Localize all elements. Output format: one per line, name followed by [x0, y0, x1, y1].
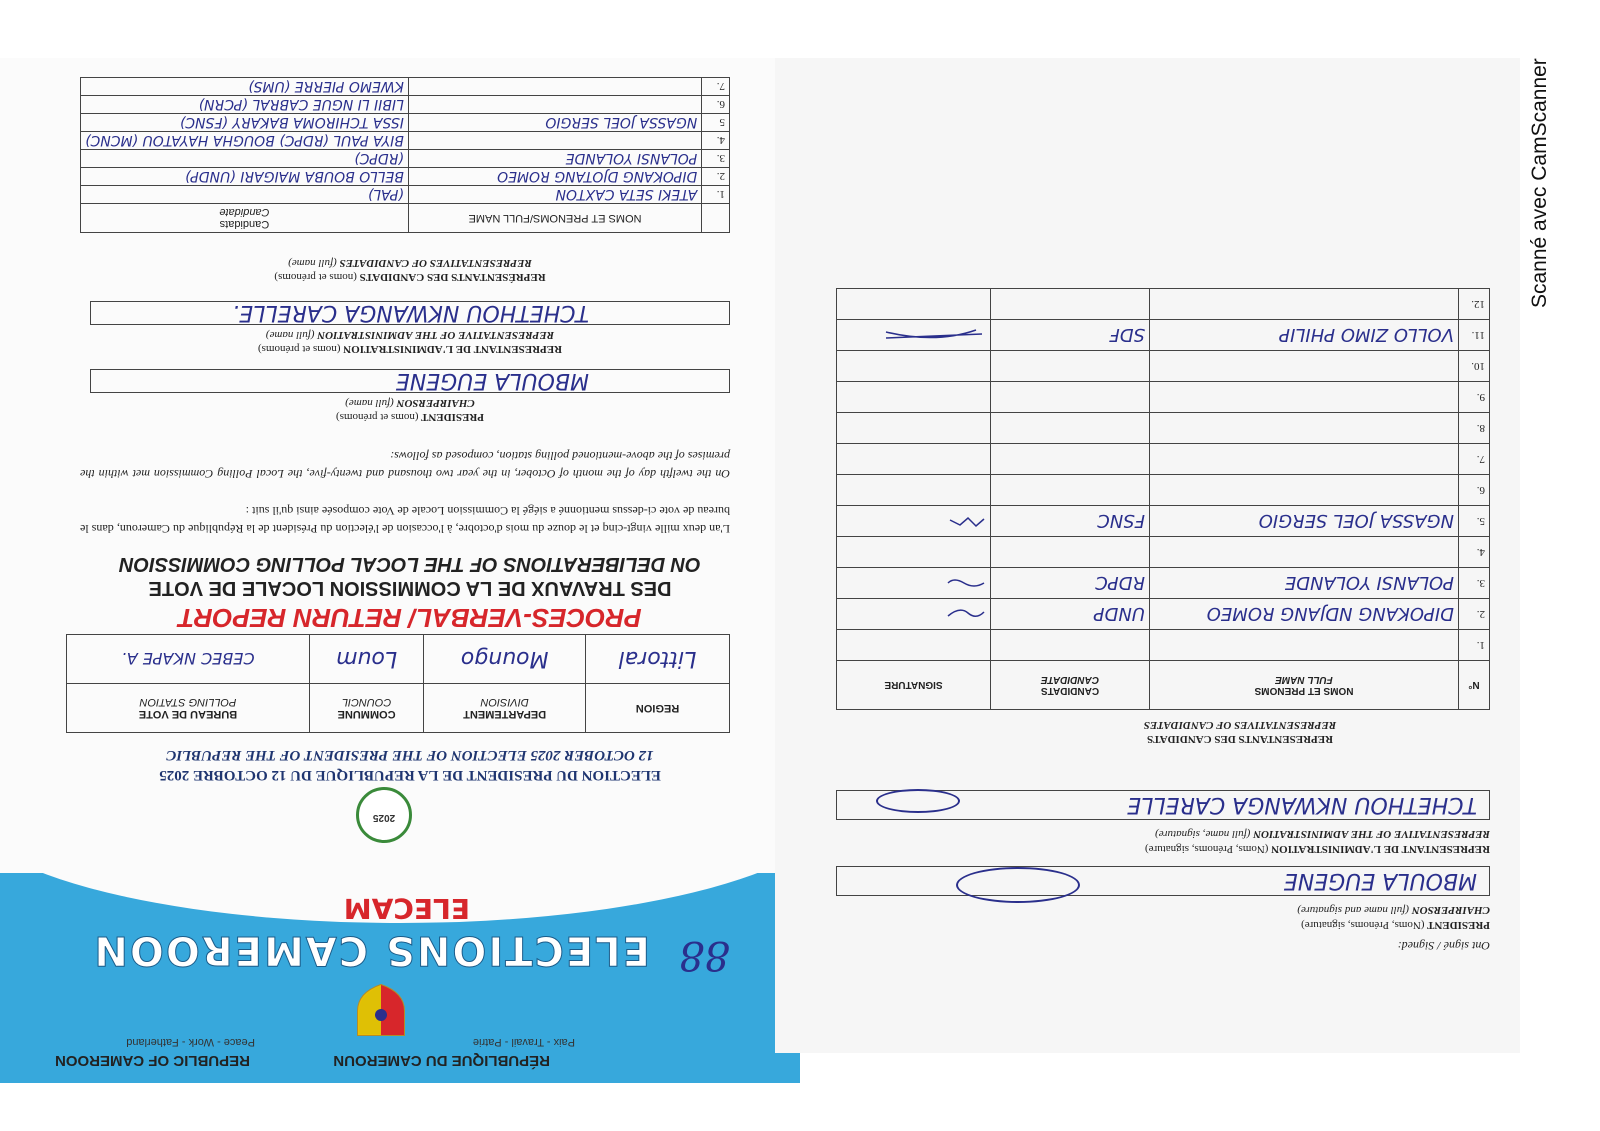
right-page-signatures: [775, 58, 1520, 1053]
table-row: 3. POLANSI YOLANDE (RDPC): [81, 150, 730, 168]
location-value-row: [67, 635, 730, 684]
left-page-report: [0, 58, 800, 1083]
report-subtitle-en: ON DELIBERATIONS OF THE LOCAL POLLING COMMISSION: [119, 553, 701, 575]
value-department: Moungo: [424, 635, 586, 684]
motto-en: Peace - Work - Fatherland: [126, 1036, 255, 1048]
admin-rep-label-en: REPRESENTATIVE OF THE ADMINISTRATION (full name, signature): [1155, 828, 1490, 840]
table-row: 6.: [837, 475, 1490, 506]
candidates-reps-label: REPRÉSENTANTS DES CANDIDATS (noms et prénoms): [274, 271, 546, 283]
value-region: Littoral: [586, 635, 730, 684]
table-row: 4. BIYA PAUL (RDPC) BOUGHA HAYATOU (MCNC): [81, 132, 730, 150]
table-row: 6. LIBII LI NGUE CABRAL (PCRN): [81, 96, 730, 114]
candidates-signature-table: [836, 288, 1490, 710]
chairperson-label: CHAIRPERSON (full name): [345, 397, 475, 409]
motto-fr: Paix - Travail - Patrie: [472, 1036, 575, 1048]
chairperson-label: CHAIRPERSON (full name and signature): [1297, 904, 1490, 916]
table-row: 4.: [837, 537, 1490, 568]
table-row: 1.: [837, 630, 1490, 661]
intro-paragraph-en: On the twelfth day of the month of October, in the year two thousand and twenty-five, the Local Polling Commission met within the premises of the above-mentioned polling station, composed as follows:: [80, 449, 730, 481]
president-signature-icon: [956, 867, 1080, 903]
admin-rep-name-field: TCHETHOU NKWANGA CARELLE.: [90, 301, 730, 325]
table-row: 8.: [837, 413, 1490, 444]
candidates-reps-label-en: REPRESENTATIVES OF CANDIDATES (full name): [288, 257, 532, 269]
candidates-heading-fr: REPRESENTANTS DES CANDIDATS: [1146, 733, 1334, 745]
election-title-fr: ELECTION DU PRESIDENT DE LA REPUBLIQUE DU 12 OCTOBRE 2025: [159, 767, 661, 783]
signature-mark-icon: [837, 320, 991, 351]
value-council: Loum: [309, 635, 423, 684]
report-subtitle-fr: DES TRAVAUX DE LA COMMISSION LOCALE DE VOTE: [148, 577, 672, 599]
signature-mark-icon: [837, 599, 991, 630]
admin-rep-label: REPRESENTANT DE L'ADMINISTRATION (Noms, Prénoms, signature): [1144, 843, 1490, 855]
signed-label: Ont signé / Signed:: [1397, 939, 1490, 953]
location-table: [66, 634, 730, 733]
signature-mark-icon: [837, 568, 991, 599]
table-row: 7.: [837, 444, 1490, 475]
report-title: PROCES-VERBAL/ RETURN REPORT: [178, 603, 642, 633]
org-name: ELECTIONS CAMEROON: [92, 927, 650, 973]
col-candidate: CANDIDATS CANDIDATE: [991, 661, 1150, 710]
republic-name-fr: RÉPUBLIQUE DU CAMEROUN: [333, 1052, 550, 1069]
col-full-name: NOMS ET PRENOMS/FULL NAME: [408, 204, 701, 233]
candidates-heading-en: REPRESENTATIVES OF CANDIDATES: [1143, 719, 1337, 731]
handwritten-serial-number: 88: [679, 932, 730, 978]
republic-name-en: REPUBLIC OF CAMEROON: [55, 1052, 250, 1069]
table-row: 2. DIPOKANG NDJANG ROMEO UNDP: [837, 599, 1490, 630]
president-name-field: MBOULA EUGENE: [90, 369, 730, 393]
president-label: PRESIDENT (noms et prénoms): [336, 411, 484, 423]
logo-year: 2025: [372, 812, 396, 823]
table-row: 10.: [837, 351, 1490, 382]
intro-paragraph-fr: L'an deux mille vingt-cinq et le douze du mois d'octobre, à l'occasion de l'élection du Président de la République du Cameroun, dans le bureau de vote ci-dessus mentionné a siégé la Commission Locale de Vote composée ainsi qu'il suit :: [80, 504, 730, 536]
label-department: DEPARTEMENT DIVISION: [424, 684, 586, 733]
table-row: 12.: [837, 289, 1490, 320]
admin-signature-icon: [876, 789, 960, 813]
org-acronym: ELECAM: [343, 892, 470, 925]
label-council: COMMUNE COUNCIL: [309, 684, 423, 733]
table-row: 7. KWEMO PIERRE (UMS): [81, 78, 730, 96]
admin-rep-name-signature-field: TCHETHOU NKWANGA CARELLE: [836, 790, 1490, 820]
table-header-row: [81, 204, 730, 233]
location-label-row: [67, 684, 730, 733]
value-polling-station: CEBEC NKAPE A.: [67, 635, 310, 684]
president-name-signature-field: MBOULA EUGENE: [836, 866, 1490, 896]
label-polling-station: BUREAU DE VOTE POLLING STATION: [67, 684, 310, 733]
admin-rep-label-en: REPRESENTATIVE OF THE ADMINISTRATION (full name): [265, 329, 555, 341]
table-header-row: [837, 661, 1490, 710]
coat-of-arms-icon: [350, 983, 412, 1045]
table-row: 5 NGASSA JOEL SERGIO ISSA TCHIROMA BAKARY (FSNC): [81, 114, 730, 132]
camscanner-watermark: [1528, 28, 1560, 308]
president-label: PRESIDENT (Noms, Prénoms, signature): [1301, 919, 1490, 931]
label-region: REGION: [586, 684, 730, 733]
table-row: 5. NGASSA JOEL SERGIO FSNC: [837, 506, 1490, 537]
admin-rep-label: REPRESENTANT DE L'ADMINISTRATION (noms et prénoms): [257, 343, 563, 355]
table-row: 11. VOLLO ZIMO PHILIP SDF: [837, 320, 1490, 351]
table-row: 9.: [837, 382, 1490, 413]
election-title-en: 12 OCTOBER 2025 ELECTION OF THE PRESIDENT OF THE REPUBLIC: [166, 747, 654, 763]
col-number: N°: [1459, 661, 1490, 710]
watermark-text: Scanné avec CamScanner: [1528, 58, 1551, 308]
signature-mark-icon: [837, 506, 991, 537]
table-row: 1. ATEKI SETA CAXTON (PAL): [81, 186, 730, 204]
col-candidate: Candidats Candidate: [81, 204, 409, 233]
election-2025-logo-icon: [356, 787, 412, 843]
table-row: 3. POLANSI YOLANDE RDPC: [837, 568, 1490, 599]
col-full-name: NOMS ET PRENOMS FULL NAME: [1150, 661, 1459, 710]
candidates-reps-table: [80, 77, 730, 233]
col-signature: SIGNATURE: [837, 661, 991, 710]
table-row: 2. DIPOKANG DJOTANG ROMEO BELLO BOUBA MAIGARI (UNDP): [81, 168, 730, 186]
